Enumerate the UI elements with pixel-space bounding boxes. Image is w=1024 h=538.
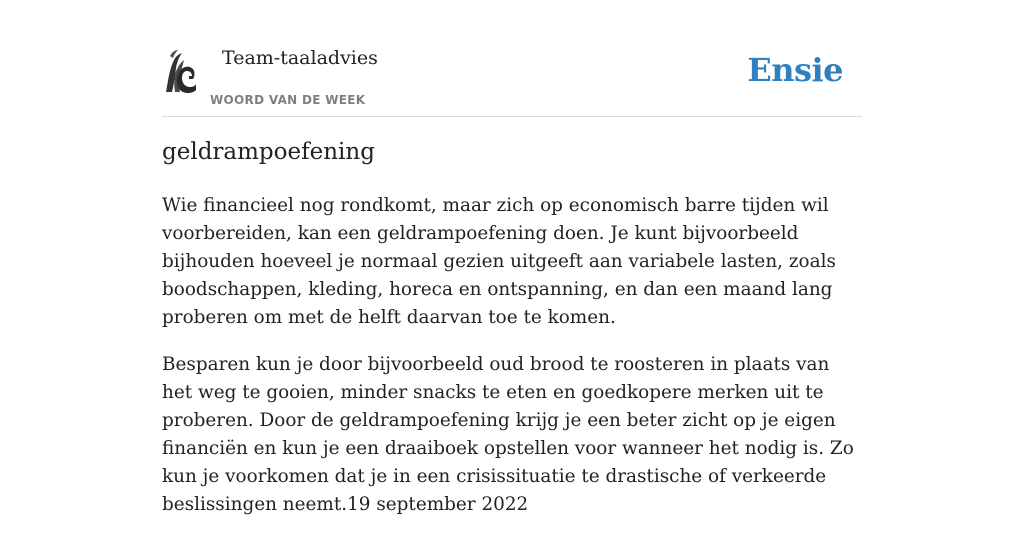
page-title: geldrampoefening [162, 139, 375, 165]
paragraph-2 [162, 351, 862, 519]
header [162, 40, 862, 117]
paragraph-1: Wie financieel nog rondkomt, maar zich op economisch barre tijden wil voorbereiden, kan een geldrampoefening doen. Je kunt bijvoorbeeld bijhouden hoeveel je normaal gezien uitgeeft aan variabele lasten, zoals boodschappen, kleding, horeca en ontspanning, en dan een maand lang proberen om met de helft daarvan toe te komen. [162, 195, 836, 328]
publication-date: 19 september 2022 [347, 494, 529, 515]
article-body [162, 192, 862, 538]
section-label: WOORD VAN DE WEEK [210, 93, 366, 107]
author-name[interactable]: Team-taaladvies [222, 47, 378, 69]
paragraph-2-text: Besparen kun je door bijvoorbeeld oud brood te roosteren in plaats van het weg te gooien, minder snacks te eten en goedkopere merken uit te proberen. Door de geldrampoefening krijg je een beter zicht op je eigen financiën en kun je een draaiboek opstellen voor wanneer het nodig is. Zo kun je voorkomen dat je in een crisissituatie te drastische of verkeerde beslissingen neemt. [162, 354, 854, 515]
brand-logo[interactable]: Ensie [747, 51, 843, 89]
flemish-lion-logo-icon [162, 48, 198, 96]
